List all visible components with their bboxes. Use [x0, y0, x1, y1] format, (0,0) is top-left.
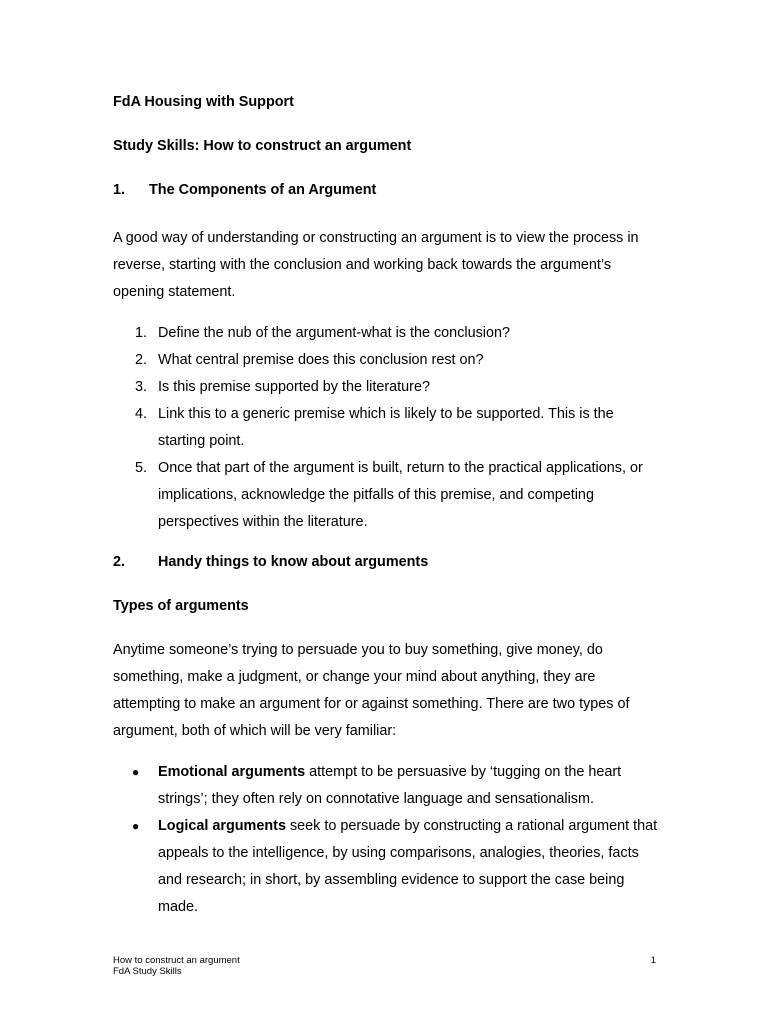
page-footer [113, 955, 656, 977]
bullet-icon: ● [132, 819, 140, 833]
list-item-number: 1. [135, 325, 148, 341]
list-item-text [158, 813, 658, 921]
list-item-text [158, 759, 658, 813]
list-item-text: Define the nub of the argument-what is the conclusion? [158, 325, 510, 341]
list-item [113, 813, 658, 921]
document-body [113, 93, 658, 921]
list-item [113, 347, 658, 374]
list-item [113, 320, 658, 347]
section-2-intro: Anytime someone’s trying to persuade you to buy something, give money, do something, make a judgment, or change your mind about anything, they are attempting to make an argument for or against something. There are two types of argument, both of which will be very familiar: [113, 642, 630, 739]
list-item-number: 2. [135, 352, 148, 368]
list-item [113, 759, 658, 813]
list-item-text: Link this to a generic premise which is likely to be supported. This is the starting point. [158, 406, 614, 449]
section-1-number: 1. [113, 182, 126, 198]
list-item [113, 455, 658, 536]
list-item [113, 401, 658, 455]
section-2-title: Handy things to know about arguments [158, 554, 429, 570]
list-item-number: 5. [135, 460, 148, 476]
document-title: Study Skills: How to construct an argument [113, 138, 412, 154]
section-1-title: The Components of an Argument [149, 182, 377, 198]
argument-types-list [113, 759, 658, 921]
list-item-body: attempt to be persuasive by ‘tugging on the heart strings’; they often rely on connotative language and sensationalism. [158, 764, 622, 807]
list-item-text: What central premise does this conclusion rest on? [158, 352, 484, 368]
course-title: FdA Housing with Support [113, 94, 294, 110]
footer-line-1: How to construct an argument [113, 955, 240, 966]
steps-list [113, 320, 658, 536]
types-of-arguments-subheading: Types of arguments [113, 598, 249, 614]
page-number: 1 [650, 955, 656, 966]
list-item-text: Once that part of the argument is built, return to the practical applications, or implications, acknowledge the pitfalls of this premise, and competing perspectives within the literature. [158, 460, 643, 530]
list-item-body: seek to persuade by constructing a rational argument that appeals to the intelligence, by using comparisons, analogies, theories, facts and research; in short, by assembling evidence to support the case being made. [158, 818, 658, 915]
list-item-lead: Logical arguments [158, 818, 286, 834]
bullet-icon: ● [132, 765, 140, 779]
section-1-intro: A good way of understanding or constructing an argument is to view the process in reverse, starting with the conclusion and working back towards the argument’s opening statement. [113, 230, 639, 300]
footer-line-2: FdA Study Skills [113, 966, 182, 977]
list-item-number: 3. [135, 379, 148, 395]
section-2-number: 2. [113, 554, 126, 570]
section-2-heading [113, 553, 658, 571]
section-1-heading [113, 181, 658, 199]
list-item-lead: Emotional arguments [158, 764, 306, 780]
list-item-text: Is this premise supported by the literature? [158, 379, 430, 395]
list-item [113, 374, 658, 401]
list-item-number: 4. [135, 406, 148, 422]
